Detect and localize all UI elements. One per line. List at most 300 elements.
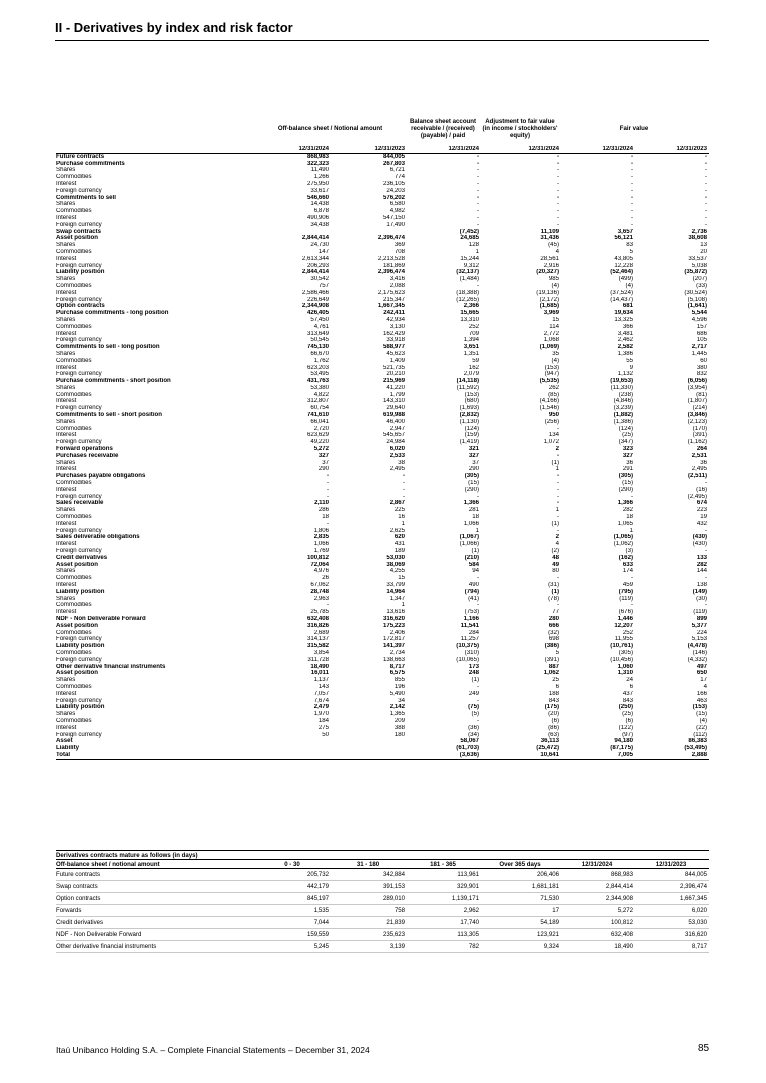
cell-value: 20,210 bbox=[386, 371, 405, 378]
summary-value: 94,180 bbox=[614, 738, 633, 745]
col-balance-header: Balance sheet account receivable / (received) (payable) / paid bbox=[409, 117, 477, 139]
maturity-cell: 9,324 bbox=[481, 941, 561, 953]
cell-value: 2,736 bbox=[691, 228, 708, 235]
maturity-cell: 71,530 bbox=[481, 893, 561, 905]
table-row bbox=[56, 596, 709, 603]
cell-value: - bbox=[476, 174, 479, 181]
cell-value: 100,812 bbox=[306, 554, 329, 561]
summary-value: 86,383 bbox=[688, 738, 708, 745]
maturity-cell: 782 bbox=[407, 941, 481, 953]
cell-value: 431 bbox=[394, 541, 405, 548]
cell-value: 666 bbox=[548, 622, 559, 629]
table-row bbox=[56, 358, 709, 365]
maturity-cell: 5,272 bbox=[561, 905, 635, 917]
table-row bbox=[56, 698, 709, 705]
row-label: Foreign currency bbox=[56, 656, 102, 663]
cell-value: 674 bbox=[696, 500, 708, 507]
cell-value: - bbox=[556, 153, 559, 160]
cell-value: 19 bbox=[700, 514, 708, 521]
cell-value: (34) bbox=[468, 731, 479, 738]
row-label: Shares bbox=[56, 595, 76, 602]
summary-value: 36,113 bbox=[540, 738, 559, 745]
row-label: Commodities bbox=[56, 575, 92, 582]
cell-value: (386) bbox=[544, 643, 559, 650]
cell-value: 157 bbox=[696, 323, 708, 330]
cell-value: 380 bbox=[696, 364, 708, 371]
cell-value: 34,438 bbox=[310, 221, 329, 228]
summary-value: (3,636) bbox=[407, 752, 481, 759]
row-label: Commitments to sell - short position bbox=[56, 412, 162, 419]
table-row bbox=[56, 222, 709, 229]
cell-value: 1,667,345 bbox=[377, 303, 405, 310]
cell-value: 745,130 bbox=[306, 344, 329, 351]
cell-value: - bbox=[704, 214, 708, 221]
cell-value: 1,386 bbox=[617, 350, 633, 357]
cell-value: (1,130) bbox=[459, 418, 479, 425]
summary-value: 10,641 bbox=[481, 752, 561, 759]
cell-value: 1,065 bbox=[617, 520, 633, 527]
cell-value: 60,754 bbox=[310, 405, 329, 412]
cell-value: 1,970 bbox=[313, 711, 329, 718]
cell-value: (2,832) bbox=[459, 412, 479, 419]
cell-value: 26 bbox=[322, 575, 329, 582]
summary-value: (53,495) bbox=[684, 745, 708, 752]
row-label: Shares bbox=[56, 350, 76, 357]
cell-value: (32) bbox=[548, 629, 559, 636]
summary-label: Liability bbox=[56, 745, 80, 752]
table-row bbox=[56, 365, 709, 372]
cell-value: 181,869 bbox=[382, 262, 405, 269]
cell-value: 3,657 bbox=[617, 228, 633, 235]
cell-value: (238) bbox=[618, 391, 633, 398]
row-label: Foreign currency bbox=[56, 527, 102, 534]
summary-row bbox=[56, 745, 709, 752]
maturity-cell: 1,681,181 bbox=[481, 881, 561, 893]
cell-value: (1,066) bbox=[459, 541, 479, 548]
cell-value: (2,172) bbox=[539, 296, 559, 303]
cell-value: - bbox=[704, 174, 708, 181]
col-offbalance-header: Off-balance sheet / Notional amount bbox=[277, 124, 383, 132]
cell-value: (2,511) bbox=[688, 473, 708, 480]
cell-value: (36) bbox=[468, 724, 479, 731]
maturity-cell: 54,189 bbox=[481, 917, 561, 929]
row-label: Shares bbox=[56, 316, 76, 323]
row-label: Shares bbox=[56, 677, 76, 684]
table-row bbox=[56, 153, 709, 160]
cell-value: 4,976 bbox=[313, 568, 329, 575]
cell-value: 1,366 bbox=[463, 500, 479, 507]
cell-value: 105 bbox=[696, 337, 708, 344]
cell-value: - bbox=[630, 167, 633, 174]
cell-value: 60 bbox=[700, 357, 708, 364]
cell-value: - bbox=[476, 187, 479, 194]
row-label: Foreign currency bbox=[56, 493, 102, 500]
cell-value: (3) bbox=[625, 548, 633, 555]
cell-value: 7,057 bbox=[313, 690, 329, 697]
cell-value: 189 bbox=[394, 548, 405, 555]
cell-value: 5,377 bbox=[691, 622, 708, 629]
row-label: Commodities bbox=[56, 514, 92, 521]
cell-value: 327 bbox=[318, 452, 329, 459]
cell-value: (1,419) bbox=[459, 439, 479, 446]
row-label: Option contracts bbox=[56, 303, 105, 310]
table-row bbox=[56, 337, 709, 344]
cell-value: 388 bbox=[394, 724, 405, 731]
cell-value: (63) bbox=[548, 731, 559, 738]
row-label: Foreign currency bbox=[56, 405, 102, 412]
row-label: Asset position bbox=[56, 235, 98, 242]
table-row bbox=[56, 290, 709, 297]
cell-value: 50 bbox=[322, 731, 329, 738]
cell-value: (30,524) bbox=[684, 289, 708, 296]
cell-value: 59 bbox=[472, 357, 479, 364]
row-label: Liability position bbox=[56, 588, 105, 595]
row-label: Other derivative financial instruments bbox=[56, 663, 166, 670]
cell-value: 5,038 bbox=[691, 262, 708, 269]
table-row bbox=[56, 269, 709, 276]
cell-value: - bbox=[704, 221, 708, 228]
cell-value: - bbox=[556, 486, 559, 493]
table-row bbox=[56, 195, 709, 202]
cell-value: 546,660 bbox=[306, 194, 329, 201]
cell-value: 184 bbox=[318, 717, 329, 724]
maturity-row-label: NDF - Non Deliverable Forward bbox=[56, 929, 255, 941]
cell-value: 1,769 bbox=[313, 548, 329, 555]
cell-value: 576,202 bbox=[382, 194, 405, 201]
cell-value: (290) bbox=[464, 486, 479, 493]
row-label: Foreign currency bbox=[56, 187, 102, 194]
cell-value: 31,436 bbox=[540, 235, 559, 242]
cell-value: 2,586,466 bbox=[301, 289, 329, 296]
cell-value: (499) bbox=[618, 276, 633, 283]
row-label: Commodities bbox=[56, 717, 92, 724]
cell-value: (162) bbox=[618, 554, 633, 561]
table-row bbox=[56, 521, 709, 528]
cell-value: (20) bbox=[548, 711, 559, 718]
cell-value: - bbox=[476, 575, 479, 582]
cell-value: 843 bbox=[622, 697, 633, 704]
cell-value: 37 bbox=[322, 459, 329, 466]
maturity-row-label: Forwards bbox=[56, 905, 255, 917]
cell-value: 11,109 bbox=[540, 228, 559, 235]
row-label: Interest bbox=[56, 330, 77, 337]
cell-value: (159) bbox=[464, 432, 479, 439]
cell-value: 53,495 bbox=[310, 371, 329, 378]
cell-value: - bbox=[704, 548, 708, 555]
cell-value: (794) bbox=[464, 588, 479, 595]
table-row bbox=[56, 378, 709, 385]
cell-value: 249 bbox=[468, 690, 479, 697]
table-row bbox=[56, 256, 709, 263]
table-row bbox=[56, 412, 709, 419]
cell-value: 252 bbox=[468, 323, 479, 330]
cell-value: 1 bbox=[555, 507, 559, 514]
cell-value: - bbox=[402, 480, 405, 487]
cell-value: (1,693) bbox=[459, 405, 479, 412]
cell-value: (153) bbox=[692, 704, 708, 711]
cell-value: (391) bbox=[692, 432, 708, 439]
cell-value: 8,717 bbox=[389, 663, 405, 670]
maturity-row bbox=[56, 905, 709, 917]
col-fair-header: Fair value bbox=[619, 124, 649, 132]
cell-value: - bbox=[556, 180, 559, 187]
cell-value: 1,366 bbox=[617, 500, 633, 507]
cell-value: - bbox=[476, 602, 479, 609]
cell-value: 1,166 bbox=[463, 615, 479, 622]
date-header: 12/31/2024 bbox=[255, 146, 331, 153]
maturity-row-label: Option contracts bbox=[56, 893, 255, 905]
cell-value: - bbox=[326, 602, 329, 609]
cell-value: 66,670 bbox=[310, 350, 329, 357]
maturity-cell: 205,732 bbox=[255, 869, 331, 881]
cell-value: 490,906 bbox=[306, 214, 329, 221]
table-row bbox=[56, 718, 709, 725]
cell-value: 13,310 bbox=[460, 316, 479, 323]
cell-value: 172,817 bbox=[382, 636, 405, 643]
cell-value: (19,653) bbox=[610, 378, 633, 385]
cell-value: - bbox=[476, 208, 479, 215]
row-label: Commodities bbox=[56, 174, 92, 181]
cell-value: 42,934 bbox=[386, 316, 405, 323]
maturity-cell: 442,179 bbox=[255, 881, 331, 893]
maturity-cell: 8,717 bbox=[635, 941, 709, 953]
cell-value: (310) bbox=[464, 649, 479, 656]
cell-value: - bbox=[704, 167, 708, 174]
cell-value: 681 bbox=[622, 303, 633, 310]
cell-value: 138,663 bbox=[382, 656, 405, 663]
cell-value: (10,456) bbox=[610, 656, 633, 663]
cell-value: 1,446 bbox=[617, 615, 633, 622]
cell-value: 463 bbox=[696, 697, 708, 704]
cell-value: 887 bbox=[548, 663, 559, 670]
footer-text: Itaú Unibanco Holding S.A. – Complete Financial Statements – December 31, 2024 bbox=[56, 1045, 370, 1055]
cell-value: 80 bbox=[552, 568, 559, 575]
cell-value: 1,409 bbox=[389, 357, 405, 364]
maturity-cell: 206,406 bbox=[481, 869, 561, 881]
cell-value: (1) bbox=[471, 548, 479, 555]
cell-value: 43,805 bbox=[614, 255, 633, 262]
cell-value: - bbox=[476, 717, 479, 724]
cell-value: - bbox=[556, 527, 559, 534]
cell-value: - bbox=[476, 160, 479, 167]
row-label: Sales receivable bbox=[56, 500, 104, 507]
cell-value: 757 bbox=[318, 282, 329, 289]
table-row bbox=[56, 677, 709, 684]
cell-value: 843 bbox=[548, 697, 559, 704]
cell-value: 1,068 bbox=[543, 337, 559, 344]
row-label: Liability position bbox=[56, 643, 105, 650]
table-row bbox=[56, 235, 709, 242]
table-row bbox=[56, 385, 709, 392]
cell-value: 3,854 bbox=[313, 649, 329, 656]
cell-value: 1,132 bbox=[617, 371, 633, 378]
table-row bbox=[56, 249, 709, 256]
maturity-row-label: Credit derivatives bbox=[56, 917, 255, 929]
cell-value: 2,495 bbox=[389, 466, 405, 473]
cell-value: 29,640 bbox=[386, 405, 405, 412]
cell-value: 38,069 bbox=[386, 561, 405, 568]
cell-value: 225 bbox=[394, 507, 405, 514]
cell-value: 141,397 bbox=[382, 643, 405, 650]
cell-value: 36 bbox=[700, 459, 708, 466]
maturity-cell: 632,408 bbox=[561, 929, 635, 941]
page-number: 85 bbox=[698, 1043, 710, 1054]
cell-value: (1,685) bbox=[539, 303, 559, 310]
cell-value: - bbox=[704, 480, 708, 487]
maturity-cell: 1,139,171 bbox=[407, 893, 481, 905]
row-label: Interest bbox=[56, 520, 77, 527]
cell-value: 24 bbox=[626, 677, 633, 684]
cell-value: (4) bbox=[551, 357, 559, 364]
cell-value: 4,822 bbox=[313, 391, 329, 398]
cell-value: 4,982 bbox=[389, 208, 405, 215]
row-label: Interest bbox=[56, 180, 77, 187]
maturity-cell: 2,396,474 bbox=[635, 881, 709, 893]
maturity-header: 0 - 30 bbox=[255, 860, 331, 869]
cell-value: 226,649 bbox=[306, 296, 329, 303]
maturity-row bbox=[56, 941, 709, 953]
cell-value: 12,228 bbox=[614, 262, 633, 269]
cell-value: (6) bbox=[625, 717, 633, 724]
cell-value: (1) bbox=[551, 588, 559, 595]
maturity-cell: 391,153 bbox=[331, 881, 407, 893]
maturity-cell: 113,961 bbox=[407, 869, 481, 881]
row-label: Shares bbox=[56, 242, 76, 249]
cell-value: 28,561 bbox=[540, 255, 559, 262]
cell-value: 17,490 bbox=[386, 221, 405, 228]
summary-value: 7,005 bbox=[561, 752, 635, 759]
cell-value: (1) bbox=[551, 459, 559, 466]
cell-value: - bbox=[476, 194, 479, 201]
row-label: Shares bbox=[56, 201, 76, 208]
cell-value: (19,136) bbox=[536, 289, 559, 296]
cell-value: 18 bbox=[472, 514, 479, 521]
header-row bbox=[56, 110, 709, 146]
maturity-row bbox=[56, 893, 709, 905]
cell-value: 2,625 bbox=[389, 527, 405, 534]
row-label: Interest bbox=[56, 255, 77, 262]
maturity-cell: 17 bbox=[481, 905, 561, 917]
cell-value: (85) bbox=[548, 391, 559, 398]
cell-value: 2,088 bbox=[389, 282, 405, 289]
cell-value: 264 bbox=[696, 446, 708, 453]
cell-value: (347) bbox=[618, 439, 633, 446]
row-label: Asset position bbox=[56, 561, 98, 568]
cell-value: 899 bbox=[696, 615, 708, 622]
table-row bbox=[56, 317, 709, 324]
cell-value: 950 bbox=[548, 412, 559, 419]
maturity-cell: 758 bbox=[331, 905, 407, 917]
row-label: Purchases payable obligations bbox=[56, 473, 146, 480]
row-label: Shares bbox=[56, 167, 76, 174]
cell-value: - bbox=[476, 153, 479, 160]
table-row bbox=[56, 643, 709, 650]
cell-value: - bbox=[630, 194, 633, 201]
cell-value: - bbox=[556, 514, 559, 521]
row-label: Purchase commitments - short position bbox=[56, 378, 171, 385]
table-row bbox=[56, 242, 709, 249]
cell-value: 774 bbox=[394, 174, 405, 181]
cell-value: 46,400 bbox=[386, 418, 405, 425]
cell-value: - bbox=[556, 575, 559, 582]
date-header: 12/31/2023 bbox=[331, 146, 407, 153]
row-label: Commodities bbox=[56, 323, 92, 330]
cell-value: (16) bbox=[696, 486, 708, 493]
cell-value: (15) bbox=[468, 480, 479, 487]
cell-value: (11,592) bbox=[456, 384, 479, 391]
cell-value: 2,916 bbox=[543, 262, 559, 269]
cell-value: 6 bbox=[629, 683, 633, 690]
col-adjustment-header: Adjustment to fair value (in income / stockholders' equity) bbox=[482, 117, 558, 139]
table-row bbox=[56, 398, 709, 405]
cell-value bbox=[255, 229, 331, 236]
cell-value bbox=[331, 229, 407, 236]
cell-value: 2,406 bbox=[389, 629, 405, 636]
page-title: II - Derivatives by index and risk factor bbox=[55, 20, 293, 35]
date-header: 12/31/2024 bbox=[561, 146, 635, 153]
row-label: Liability position bbox=[56, 704, 105, 711]
cell-value: (11,330) bbox=[610, 384, 633, 391]
cell-value: 327 bbox=[468, 452, 479, 459]
cell-value: 13,616 bbox=[386, 609, 405, 616]
cell-value: - bbox=[630, 180, 633, 187]
table-row bbox=[56, 453, 709, 460]
cell-value: (10,065) bbox=[456, 656, 479, 663]
row-label: Interest bbox=[56, 609, 77, 616]
row-label: Shares bbox=[56, 276, 76, 283]
cell-value: - bbox=[556, 187, 559, 194]
cell-value: 2,142 bbox=[389, 704, 405, 711]
maturity-title-row bbox=[56, 851, 709, 860]
cell-value: 20 bbox=[700, 248, 708, 255]
cell-value: (31) bbox=[548, 582, 559, 588]
cell-value: 497 bbox=[696, 663, 708, 670]
cell-value: 13 bbox=[700, 242, 708, 249]
table-row bbox=[56, 507, 709, 514]
cell-value: 2,396,474 bbox=[377, 269, 405, 276]
cell-value: 545,657 bbox=[382, 432, 405, 439]
cell-value: 1,394 bbox=[463, 337, 479, 344]
cell-value: 284 bbox=[468, 629, 479, 636]
cell-value: (5,535) bbox=[539, 378, 559, 385]
cell-value: 34 bbox=[398, 697, 405, 704]
cell-value: (1,067) bbox=[459, 534, 479, 541]
cell-value: 15 bbox=[398, 575, 405, 582]
cell-value: (2,495) bbox=[687, 493, 708, 500]
cell-value: 2,495 bbox=[691, 466, 708, 473]
maturity-body bbox=[56, 851, 709, 953]
cell-value: (210) bbox=[464, 554, 479, 561]
cell-value: - bbox=[630, 201, 633, 208]
cell-value: 1,060 bbox=[617, 663, 633, 670]
cell-value: 686 bbox=[696, 330, 708, 337]
row-label: NDF - Non Deliverable Forward bbox=[56, 615, 146, 622]
cell-value: - bbox=[630, 187, 633, 194]
cell-value: 215,347 bbox=[382, 296, 405, 303]
row-label: Foreign currency bbox=[56, 548, 102, 555]
row-label: Commodities bbox=[56, 480, 92, 487]
cell-value: 72,064 bbox=[310, 561, 329, 568]
row-label: Interest bbox=[56, 432, 77, 439]
cell-value: (1,641) bbox=[687, 303, 708, 310]
cell-value: 2,734 bbox=[389, 649, 405, 656]
date-row bbox=[56, 146, 709, 153]
cell-value: 15,244 bbox=[460, 255, 479, 262]
table-row bbox=[56, 487, 709, 494]
table-row bbox=[56, 405, 709, 412]
summary-value: (25,472) bbox=[536, 745, 559, 752]
cell-value: 206,293 bbox=[306, 262, 329, 269]
